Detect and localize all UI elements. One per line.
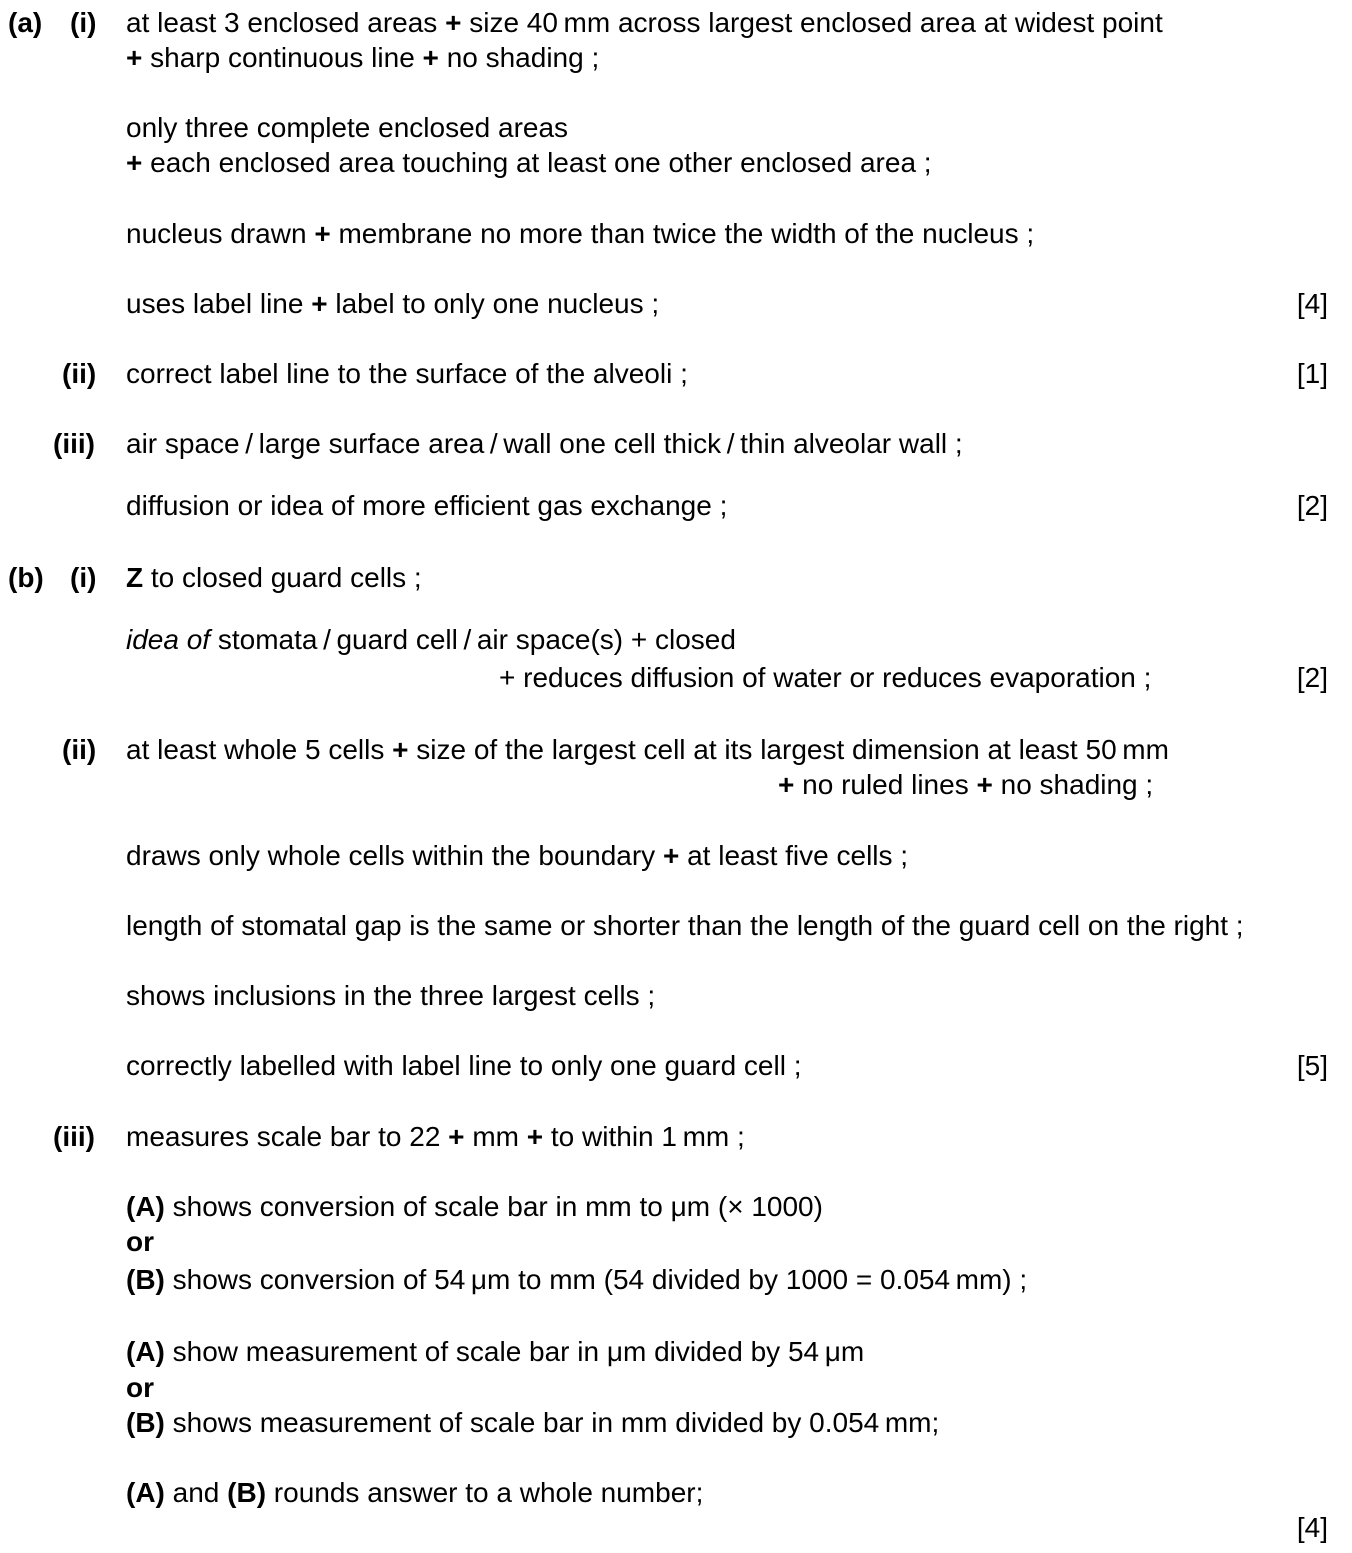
b-ii-line-3: draws only whole cells within the boundary + at least five cells ; [126, 840, 909, 871]
a-ii-line-1: correct label line to the surface of the alveoli ; [126, 358, 688, 389]
b-iii-line-6: (A) and (B) rounds answer to a whole number; [126, 1477, 704, 1508]
b-ii-line-4: length of stomatal gap is the same or shorter than the length of the guard cell on the right ; [126, 910, 1244, 941]
b-ii-line-1: at least whole 5 cells + size of the largest cell at its largest dimension at least 50 mm [126, 734, 1169, 765]
b-i-line-3: + reduces diffusion of water or reduces evaporation ; [499, 662, 1152, 693]
b-i-line-1: Z to closed guard cells ; [126, 562, 422, 593]
part-a-ii-label: (ii) [62, 358, 97, 389]
a-i-line-5: nucleus drawn + membrane no more than twice the width of the nucleus ; [126, 218, 1035, 249]
a-iii-mark: [2] [1296, 490, 1328, 521]
b-iii-or-2: or [126, 1372, 154, 1403]
part-a-iii-label: (iii) [53, 428, 95, 459]
b-iii-or-1: or [126, 1226, 154, 1257]
part-b-ii-label: (ii) [62, 734, 97, 765]
b-ii-line-2: + no ruled lines + no shading ; [778, 769, 1154, 800]
a-i-mark: [4] [1296, 288, 1328, 319]
b-iii-line-2: (A) shows conversion of scale bar in mm to μm (× 1000) [126, 1191, 823, 1222]
b-iii-mark: [4] [1296, 1512, 1328, 1543]
b-i-line-2: idea of stomata / guard cell / air space(s) + closed [126, 624, 736, 655]
a-i-line-6: uses label line + label to only one nucleus ; [126, 288, 660, 319]
a-i-line-3: only three complete enclosed areas [126, 112, 569, 143]
a-i-line-1: at least 3 enclosed areas + size 40 mm across largest enclosed area at widest point [126, 7, 1163, 38]
part-b-label: (b) [8, 562, 44, 593]
a-iii-line-2: diffusion or idea of more efficient gas exchange ; [126, 490, 728, 521]
part-b-i-label: (i) [70, 562, 97, 593]
part-a-label: (a) [8, 7, 43, 38]
b-ii-line-6: correctly labelled with label line to only one guard cell ; [126, 1050, 802, 1081]
b-ii-line-5: shows inclusions in the three largest cells ; [126, 980, 656, 1011]
b-ii-mark: [5] [1296, 1050, 1328, 1081]
b-iii-line-1: measures scale bar to 22 + mm + to within 1 mm ; [126, 1121, 745, 1152]
part-b-iii-label: (iii) [53, 1121, 95, 1152]
b-i-mark: [2] [1296, 662, 1328, 693]
part-a-i-label: (i) [70, 7, 97, 38]
a-i-line-2: + sharp continuous line + no shading ; [126, 42, 600, 73]
a-ii-mark: [1] [1296, 358, 1328, 389]
b-iii-line-3: (B) shows conversion of 54 μm to mm (54 divided by 1000 = 0.054 mm) ; [126, 1264, 1028, 1295]
a-i-line-4: + each enclosed area touching at least one other enclosed area ; [126, 147, 932, 178]
a-iii-line-1: air space / large surface area / wall one cell thick / thin alveolar wall ; [126, 428, 963, 459]
b-iii-line-5: (B) shows measurement of scale bar in mm divided by 0.054 mm; [126, 1407, 940, 1438]
b-iii-line-4: (A) show measurement of scale bar in μm divided by 54 μm [126, 1336, 865, 1367]
